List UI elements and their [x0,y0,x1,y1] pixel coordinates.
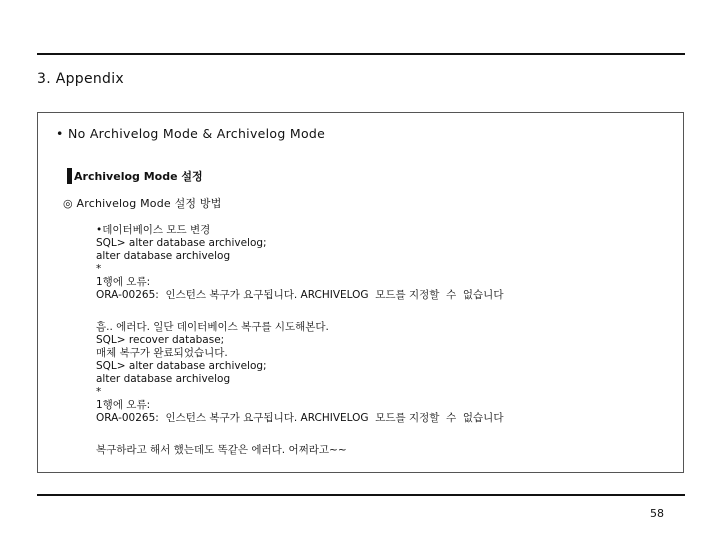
appendix-heading: • No Archivelog Mode & Archivelog Mode [56,126,326,141]
text-line: 흠.. 에러다. 일단 데이터베이스 복구를 시도해본다. [96,321,329,333]
text-line: alter database archivelog [96,373,231,385]
spacer [96,425,503,444]
text-line: ORA-00265: 인스턴스 복구가 요구됩니다. ARCHIVELOG 모드를 지정할 수 없습니다 [96,289,504,301]
text-line: SQL> alter database archivelog; [96,237,267,249]
section-title: 3. Appendix [37,71,125,87]
text-line: SQL> alter database archivelog; [96,360,267,372]
method-title: ◎ Archivelog Mode 설정 방법 [63,197,222,210]
subheading-text: Archivelog Mode 설정 [74,170,203,183]
top-rule [37,53,685,55]
bar-marker-icon [67,168,72,184]
bottom-rule [37,494,685,496]
body-text [96,224,503,457]
text-line: * [96,386,102,398]
spacer [96,302,503,321]
text-line: * [96,263,102,275]
subheading [67,168,203,184]
text-line: alter database archivelog [96,250,231,262]
text-line: SQL> recover database; [96,334,225,346]
page-number: 58 [650,507,664,520]
text-line: 1행에 오류: [96,276,151,288]
content-box [37,112,684,473]
closing-line: 복구하라고 해서 했는데도 똑같은 에러다. 어쩌라고~~ [96,444,347,456]
text-line: •데이터베이스 모드 변경 [96,224,211,236]
text-line: ORA-00265: 인스턴스 복구가 요구됩니다. ARCHIVELOG 모드를 지정할 수 없습니다 [96,412,504,424]
text-line: 매체 복구가 완료되었습니다. [96,347,228,359]
text-line: 1행에 오류: [96,399,151,411]
